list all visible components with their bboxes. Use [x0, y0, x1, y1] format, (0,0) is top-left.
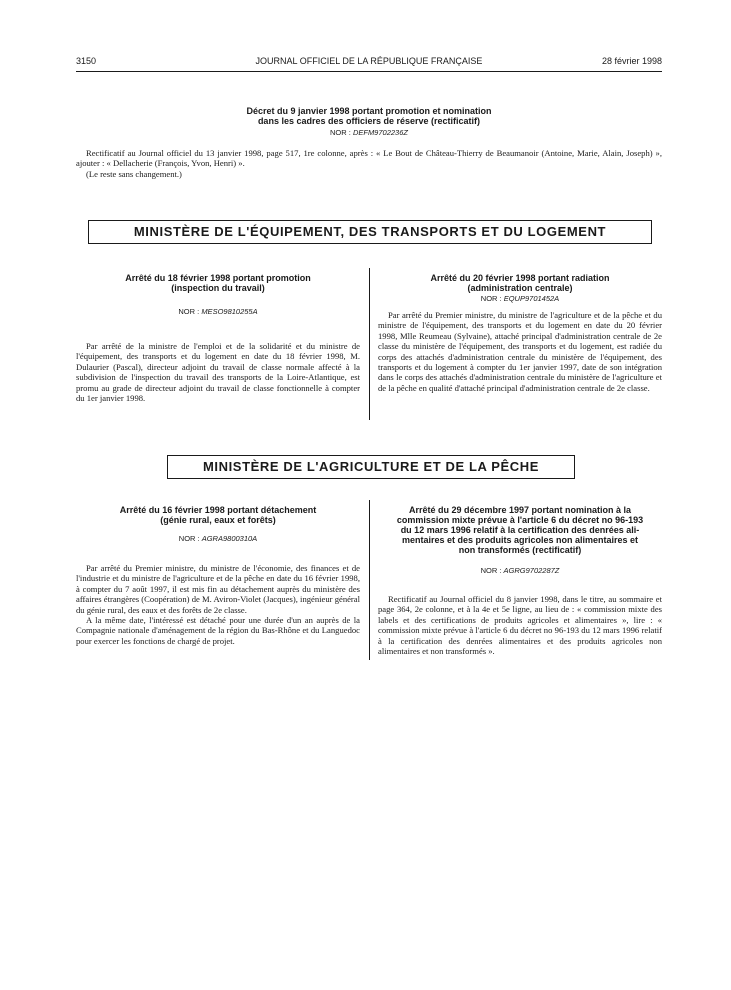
arrete3-paragraph: Par arrêté du Premier ministre, du ministre de l'économie, des finances et de l'industrie et du ministre de l'agriculture et de la pêche en date du 16 février 1998, à compter du 7 août 1997, il est mis fin au détachement auprès du ministère des affaires étrangères (Coopération) de M. Aviron-Violet (Jacques), ingénieur général du génie rural, des eaux et des forêts de 2e classe.	[76, 563, 360, 615]
arrete1-body	[76, 341, 360, 403]
arrete4-paragraph: Rectificatif au Journal officiel du 8 janvier 1998, dans le titre, au sommaire et page 364, 2e colonne, et à la 4e et 5e ligne, au lieu de : « commission mixte des labels et des certifications de produits agricoles et alimentaires », lire : « commission mixte prévue à l'article 6 du décret no 96-193 du 12 mars 1996 relatif à la certification des denrées alimentaires et des produits agricoles non alimentaires et non transformés ».	[378, 594, 662, 657]
ministry-agriculture-heading: MINISTÈRE DE L'AGRICULTURE ET DE LA PÊCHE	[167, 455, 575, 479]
column-divider	[369, 268, 370, 420]
decret1-nor: NOR : DEFM9702236Z	[330, 128, 408, 137]
arrete1-paragraph: Par arrêté de la ministre de l'emploi et de la solidarité et du ministre de l'équipement, des transports et du logement en date du 18 février 1998, M. Dulaurier (Pascal), directeur adjoint du travail de classe normale affecté à la subdivision de l'inspection du travail des transports de la Loire-Atlantique, est promu au grade de directeur adjoint du travail de classe fonctionnelle à compter du 1er janvier 1998.	[76, 341, 360, 404]
arrete2-title: Arrêté du 20 février 1998 portant radiation (administration centrale)	[430, 273, 610, 293]
ministry-equipement-heading: MINISTÈRE DE L'ÉQUIPEMENT, DES TRANSPORTS ET DU LOGEMENT	[88, 220, 652, 244]
journal-title: JOURNAL OFFICIEL DE LA RÉPUBLIQUE FRANÇAISE	[255, 56, 483, 66]
header-rule	[76, 71, 662, 72]
arrete4-title: Arrêté du 29 décembre 1997 portant nomination à la commission mixte prévue à l'article 6 du décret no 96-193 du 12 mars 1996 relatif à la certification des denrées ali- mentaires et des produits agricoles non alimentaires et non transformés (rectificatif)	[396, 505, 644, 555]
arrete4-body	[378, 594, 662, 656]
decret1-title: Décret du 9 janvier 1998 portant promotion et nomination dans les cadres des officiers de réserve (rectificatif)	[246, 106, 492, 126]
arrete2-nor: NOR : EQUP9701452A	[480, 294, 560, 303]
column-divider-2	[369, 500, 370, 660]
decret1-paragraph: Rectificatif au Journal officiel du 13 janvier 1998, page 517, 1re colonne, après : « Le Bout de Château-Thierry de Beaumanoir (Antoine, Marie, Alain, Joseph) », ajouter : « Dellacherie (François, Yvon, Henri) ».	[76, 148, 662, 169]
arrete3-title: Arrêté du 16 février 1998 portant détachement (génie rural, eaux et forêts)	[119, 505, 317, 525]
arrete4-nor: NOR : AGRG9702287Z	[480, 566, 560, 575]
page-header	[76, 56, 662, 70]
arrete3-nor: NOR : AGRA9800310A	[178, 534, 258, 543]
decret1-body	[76, 148, 662, 179]
arrete3-paragraph-2: A la même date, l'intéressé est détaché pour une durée d'un an auprès de la Compagnie nationale d'aménagement de la région du Bas-Rhône et du Languedoc pour exercer les fonctions de chargé de projet.	[76, 615, 360, 646]
issue-date: 28 février 1998	[601, 56, 662, 66]
decret1-paragraph-2: (Le reste sans changement.)	[86, 168, 182, 179]
page-number: 3150	[76, 56, 97, 66]
arrete1-nor: NOR : MESO9810255A	[178, 307, 258, 316]
arrete2-body	[378, 310, 662, 393]
arrete3-body	[76, 563, 360, 646]
arrete1-title: Arrêté du 18 février 1998 portant promotion (inspection du travail)	[125, 273, 311, 293]
arrete2-paragraph: Par arrêté du Premier ministre, du ministre de l'agriculture et de la pêche et du ministre de l'équipement, des transports et du logement en date du 20 février 1998, Mlle Reumeau (Sylvaine), attaché principal d'administration centrale de 2e classe du ministère de l'équipement, des transports et du logement, est radiée du corps des attachés d'administration centrale du ministère de l'équipement, des transports et du logement à compter du 1er janvier 1997, date de son intégration dans le corps des attachés d'administration centrale du ministère de l'agriculture et de la pêche en qualité d'attaché principal d'administration centrale de 2e classe.	[378, 310, 662, 393]
